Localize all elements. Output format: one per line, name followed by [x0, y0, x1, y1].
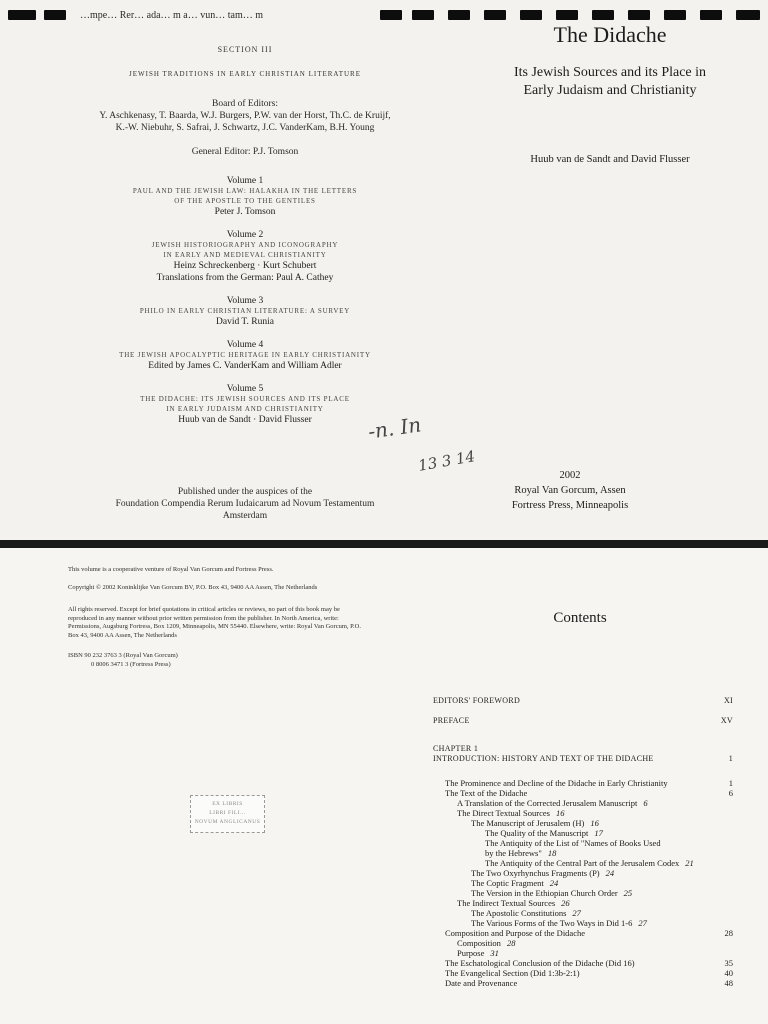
- volume-1: [40, 176, 450, 218]
- toc-entry-page: 1: [728, 754, 733, 763]
- perforation-mark: [412, 10, 434, 20]
- publisher-line: Fortress Press, Minneapolis: [511, 500, 629, 511]
- stamp-line: LIBRI FILI...: [209, 810, 246, 816]
- publication-year: 2002: [559, 470, 581, 481]
- toc-entry: [433, 716, 733, 726]
- toc-entry: [433, 788, 733, 798]
- handwritten-mark: 13 3 14: [416, 447, 477, 475]
- toc-entry-page: 16: [590, 818, 599, 828]
- volume-title: JEWISH HISTORIOGRAPHY AND ICONOGRAPHY: [151, 241, 339, 249]
- volume-title: IN EARLY AND MEDIEVAL CHRISTIANITY: [163, 251, 327, 259]
- toc-entry-page: 26: [561, 898, 570, 908]
- perforation-mark: [520, 10, 542, 20]
- toc-entry-page: 31: [490, 948, 499, 958]
- board-line-1: Y. Aschkenasy, T. Baarda, W.J. Burgers, P.W. van der Horst, Th.C. de Kruijf,: [99, 111, 391, 121]
- toc-entry-title: The Quality of the Manuscript: [485, 828, 589, 838]
- volume-author: Heinz Schreckenberg · Kurt Schubert: [173, 261, 317, 271]
- board-label: Board of Editors:: [212, 99, 278, 109]
- stamp-line: NOVUM ANGLICANUS: [194, 819, 261, 825]
- volume-2: [40, 230, 450, 284]
- toc-entry: [433, 818, 733, 828]
- toc-entry-title: The Two Oxyrhynchus Fragments (P): [471, 868, 600, 878]
- toc-entry: [433, 808, 733, 818]
- toc-entry: [433, 958, 733, 968]
- toc-entry-title: Composition: [457, 938, 501, 948]
- auspices-line: Foundation Compendia Rerum Iudaicarum ad Novum Testamentum: [115, 499, 375, 509]
- toc-entry: [433, 696, 733, 706]
- perforation-mark: [484, 10, 506, 20]
- toc-entry-title: The Coptic Fragment: [471, 878, 544, 888]
- volume-heading: Volume 3: [226, 296, 264, 306]
- perforation-mark: [664, 10, 686, 20]
- toc-entry: [433, 878, 733, 888]
- toc-entry: [433, 948, 733, 958]
- auspices-line: Published under the auspices of the: [177, 487, 313, 497]
- toc-entry: [433, 744, 733, 754]
- toc-entry-title: The Antiquity of the Central Part of the Jerusalem Codex: [485, 858, 680, 868]
- toc-entry-title: The Version in the Ethiopian Church Order: [471, 888, 618, 898]
- handwritten-mark: -n. In: [366, 412, 423, 444]
- toc-entry-title: EDITORS' FOREWORD: [433, 696, 521, 705]
- book-subtitle: [460, 64, 760, 100]
- volume-heading: Volume 2: [226, 230, 264, 240]
- header-strip-text: …mpe… Rer… ada… m a… vun… tam… m: [80, 11, 264, 21]
- toc-entry: [433, 888, 733, 898]
- toc-entry-page: 35: [724, 958, 733, 968]
- volume-translator: Translations from the German: Paul A. Cathey: [156, 273, 334, 283]
- toc-entry-title: by the Hebrews": [485, 848, 542, 858]
- rights-notice: All rights reserved. Except for brief quotations in critical articles or reviews, no part of this book may be reproduced in any manner without prior written permission from the publisher. In North America, write: Permissions, Augsburg Fortress, Box 1209, Minneapolis, MN 55440. Elsewhere, write: Royal Van Gorcum, P.O. Box 43, 9400 AA Assen, The Netherlands: [68, 606, 361, 639]
- board-line-2: K.-W. Niebuhr, S. Safrai, J. Schwartz, J.C. VanderKam, B.H. Young: [115, 123, 375, 133]
- subtitle-line: Early Judaism and Christianity: [523, 83, 697, 98]
- volume-heading: Volume 1: [226, 176, 264, 186]
- toc-entry-title: The Indirect Textual Sources: [457, 898, 556, 908]
- toc-entry-page: 28: [506, 938, 516, 948]
- toc-entry-page: 24: [549, 878, 559, 888]
- toc-entry-title: The Text of the Didache: [445, 788, 528, 798]
- toc-entry-title: INTRODUCTION: HISTORY AND TEXT OF THE DIDACHE: [433, 754, 654, 763]
- toc-entry-title: The Direct Textual Sources: [457, 808, 550, 818]
- isbn-line: 0 8006 3471 3 (Fortress Press): [91, 660, 171, 668]
- perforation-mark: [628, 10, 650, 20]
- toc-entry-title: A Translation of the Corrected Jerusalem Manuscript: [457, 798, 638, 808]
- subtitle-line: Its Jewish Sources and its Place in: [513, 65, 707, 80]
- volume-title: THE JEWISH APOCALYPTIC HERITAGE IN EARLY CHRISTIANITY: [119, 351, 371, 359]
- toc-entry-title: Date and Provenance: [445, 978, 518, 988]
- perforation-mark: [448, 10, 470, 20]
- table-of-contents: [433, 696, 733, 988]
- toc-entry: [433, 754, 733, 764]
- toc-entry: [433, 858, 733, 868]
- perforation-mark: [380, 10, 402, 20]
- volume-list: [40, 176, 450, 426]
- toc-entry-page: 16: [555, 808, 565, 818]
- general-editor: General Editor: P.J. Tomson: [191, 147, 299, 157]
- copyright-line: Copyright © 2002 Koninklijke Van Gorcum BV, P.O. Box 43, 9400 AA Assen, The Netherlands: [68, 583, 318, 591]
- toc-entry-page: XV: [720, 716, 733, 725]
- volume-title: THE DIDACHE: ITS JEWISH SOURCES AND ITS PLACE: [140, 395, 350, 403]
- toc-entry: [433, 928, 733, 938]
- toc-entry: [433, 908, 733, 918]
- toc-entry-page: 27: [638, 918, 647, 928]
- toc-entry-title: PREFACE: [433, 716, 470, 725]
- toc-entry-page: 21: [685, 858, 694, 868]
- toc-entry: [433, 868, 733, 878]
- perforation-mark: [44, 10, 66, 20]
- volume-author: Edited by James C. VanderKam and William Adler: [148, 361, 342, 371]
- toc-entry: [433, 918, 733, 928]
- library-stamp: [190, 795, 265, 833]
- volume-heading: Volume 4: [226, 340, 264, 350]
- toc-entry: [433, 798, 733, 808]
- toc-entry: [433, 838, 733, 848]
- volume-4: [40, 340, 450, 372]
- copyright-page: [68, 566, 368, 669]
- toc-entry-page: XI: [723, 696, 733, 705]
- toc-entry-page: 6: [728, 788, 733, 798]
- toc-entry-title: The Antiquity of the List of "Names of Books Used: [485, 838, 661, 848]
- toc-entry: [433, 828, 733, 838]
- perforation-mark: [736, 10, 760, 20]
- perforation-mark: [592, 10, 614, 20]
- imprint: [470, 468, 670, 513]
- volume-author: David T. Runia: [216, 317, 274, 327]
- toc-entry: [433, 938, 733, 948]
- contents-title: Contents: [553, 610, 607, 626]
- perforation-mark: [556, 10, 578, 20]
- toc-entry-title: The Evangelical Section (Did 1:3b-2:1): [445, 968, 580, 978]
- section-label: SECTION III: [217, 45, 273, 54]
- volume-3: [40, 296, 450, 328]
- perforation-mark: [700, 10, 722, 20]
- toc-entry: [433, 778, 733, 788]
- toc-entry-page: 1: [728, 778, 733, 788]
- volume-title: IN EARLY JUDAISM AND CHRISTIANITY: [166, 405, 324, 413]
- perforation-mark: [8, 10, 36, 20]
- toc-entry: [433, 978, 733, 988]
- volume-author: Peter J. Tomson: [214, 207, 276, 217]
- toc-entry-title: The Prominence and Decline of the Didache in Early Christianity: [445, 778, 668, 788]
- title-page: [460, 22, 760, 165]
- toc-entry-page: 6: [643, 798, 648, 808]
- auspices-note: [40, 486, 450, 522]
- series-page: [40, 40, 450, 426]
- toc-entry-title: Purpose: [457, 948, 485, 958]
- toc-entry-title: Composition and Purpose of the Didache: [445, 928, 585, 938]
- toc-entry-title: The Eschatological Conclusion of the Didache (Did 16): [445, 958, 635, 968]
- toc-entry-title: The Various Forms of the Two Ways in Did 1-6: [471, 918, 633, 928]
- toc-entry-title: The Apostolic Constitutions: [471, 908, 567, 918]
- volume-title: PHILO IN EARLY CHRISTIAN LITERATURE: A SURVEY: [139, 307, 351, 315]
- auspices-line: Amsterdam: [222, 511, 268, 521]
- toc-entry-page: 25: [623, 888, 633, 898]
- contents-spread: [0, 548, 768, 1024]
- toc-entry-page: 28: [724, 928, 733, 938]
- cooperative-note: This volume is a cooperative venture of Royal Van Gorcum and Fortress Press.: [68, 566, 274, 573]
- toc-entry-title: The Manuscript of Jerusalem (H): [471, 818, 585, 828]
- series-title: JEWISH TRADITIONS IN EARLY CHRISTIAN LITERATURE: [129, 70, 361, 78]
- volume-author: Huub van de Sandt · David Flusser: [178, 415, 312, 425]
- toc-entry-title: CHAPTER 1: [433, 744, 479, 753]
- toc-entry-page: 18: [547, 848, 557, 858]
- toc-entry-page: 48: [724, 978, 733, 988]
- toc-entry-page: 40: [724, 968, 733, 978]
- toc-entry: [433, 968, 733, 978]
- volume-title: PAUL AND THE JEWISH LAW: HALAKHA IN THE LETTERS: [132, 187, 358, 195]
- toc-entry-page: 17: [594, 828, 603, 838]
- isbn-line: ISBN 90 232 3763 3 (Royal Van Gorcum): [68, 652, 178, 659]
- toc-entry-page: 27: [572, 908, 581, 918]
- stamp-line: EX LIBRIS: [212, 801, 243, 807]
- volume-heading: Volume 5: [226, 384, 264, 394]
- publisher-line: Royal Van Gorcum, Assen: [514, 485, 626, 496]
- book-authors: Huub van de Sandt and David Flusser: [530, 154, 690, 165]
- book-title: The Didache: [553, 22, 667, 47]
- toc-entry: [433, 848, 733, 858]
- volume-title: OF THE APOSTLE TO THE GENTILES: [174, 197, 316, 205]
- toc-entry-page: 24: [605, 868, 615, 878]
- toc-entry: [433, 898, 733, 908]
